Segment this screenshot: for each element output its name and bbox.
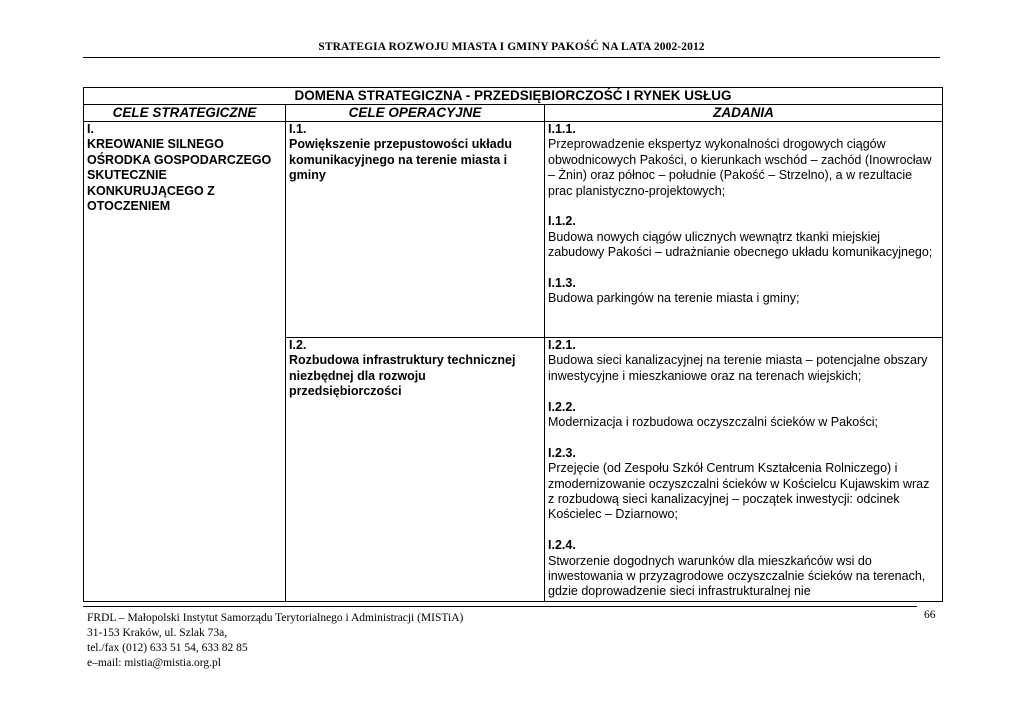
tasks-cell [545,122,943,338]
operational-goal-id: I.1. [289,122,307,136]
task-item [548,538,939,600]
task-item [548,338,939,384]
operational-goal-text: Rozbudowa infrastruktury technicznej niezbędnej dla rozwoju przedsiębiorczości [289,353,516,399]
operational-goal-id: I.2. [289,338,307,352]
task-item [548,214,939,260]
task-text: Budowa parkingów na terenie miasta i gminy; [548,291,800,306]
task-id: I.1.3. [548,276,576,291]
task-item [548,122,939,199]
footer-address: 31-153 Kraków, ul. Szlak 73a, [87,627,228,639]
footer-email: e–mail: mistia@mistia.org.pl [87,657,221,669]
column-header-operational: CELE OPERACYJNE [286,105,545,122]
domain-title: DOMENA STRATEGICZNA - PRZEDSIĘBIORCZOŚĆ I RYNEK USŁUG [84,88,943,105]
task-item [548,400,939,431]
footer-phone: tel./fax (012) 633 51 54, 633 82 85 [87,642,248,654]
column-header-tasks: ZADANIA [545,105,943,122]
strategy-table [83,87,943,602]
task-text: Budowa nowych ciągów ulicznych wewnątrz tkanki miejskiej zabudowy Pakości – udrażnianie obecnego układu komunikacyjnego; [548,229,933,260]
task-id: I.2.3. [548,445,576,460]
tasks-cell [545,338,943,602]
document-header: STRATEGIA ROZWOJU MIASTA I GMINY PAKOŚĆ NA LATA 2002-2012 [318,41,705,53]
task-id: I.2.4. [548,538,576,553]
column-header-strategic: CELE STRATEGICZNE [84,105,286,122]
operational-goal-text: Powiększenie przepustowości układu komunikacyjnego na terenie miasta i gminy [289,137,512,183]
operational-goal-cell [286,338,545,602]
task-text: Stworzenie dogodnych warunków dla mieszkańców wsi do inwestowania w przyzagrodowe oczyszczalnie ścieków na terenach, gdzie doprowadzenie sieci infrastrukturalnej nie [548,553,926,599]
footer [87,611,687,671]
task-item [548,276,939,307]
strategic-goal-cell [84,122,286,602]
task-item [548,446,939,523]
strategic-goal-id: I. [87,122,94,136]
task-text: Budowa sieci kanalizacyjnej na terenie miasta – potencjalne obszary inwestycyjne i mieszkaniowe oraz na terenach wiejskich; [548,353,928,383]
footer-institute: FRDL – Małopolski Instytut Samorządu Terytorialnego i Administracji (MISTiA) [87,612,464,624]
task-id: I.2.1. [548,338,576,352]
operational-goal-cell [286,122,545,338]
task-text: Modernizacja i rozbudowa oczyszczalni ścieków w Pakości; [548,415,878,430]
task-id: I.1.2. [548,214,576,229]
strategic-goal-text: KREOWANIE SILNEGO OŚRODKA GOSPODARCZEGO SKUTECZNIE KONKURUJĄCEGO Z OTOCZENIEM [87,137,272,214]
page-number: 66 [924,609,936,621]
task-text: Przejęcie (od Zespołu Szkół Centrum Kształcenia Rolniczego) i zmodernizowanie oczyszczalni ścieków w Kościelcu Kujawskim wraz z rozbudową sieci kanalizacyjnej – początek inwestycji: odcinek Kościelec – Dziarnowo; [548,461,930,522]
header-divider [83,57,940,58]
task-text: Przeprowadzenie ekspertyz wykonalności drogowych ciągów obwodnicowych Pakości, o kierunkach wschód – zachód (Inowrocław – Żnin) oraz północ – południe (Pakość – Strzelno), a w rezultacie prac planistyczno-projektowych; [548,137,932,198]
task-id: I.1.1. [548,122,576,136]
task-id: I.2.2. [548,399,576,414]
footer-divider [83,606,917,607]
